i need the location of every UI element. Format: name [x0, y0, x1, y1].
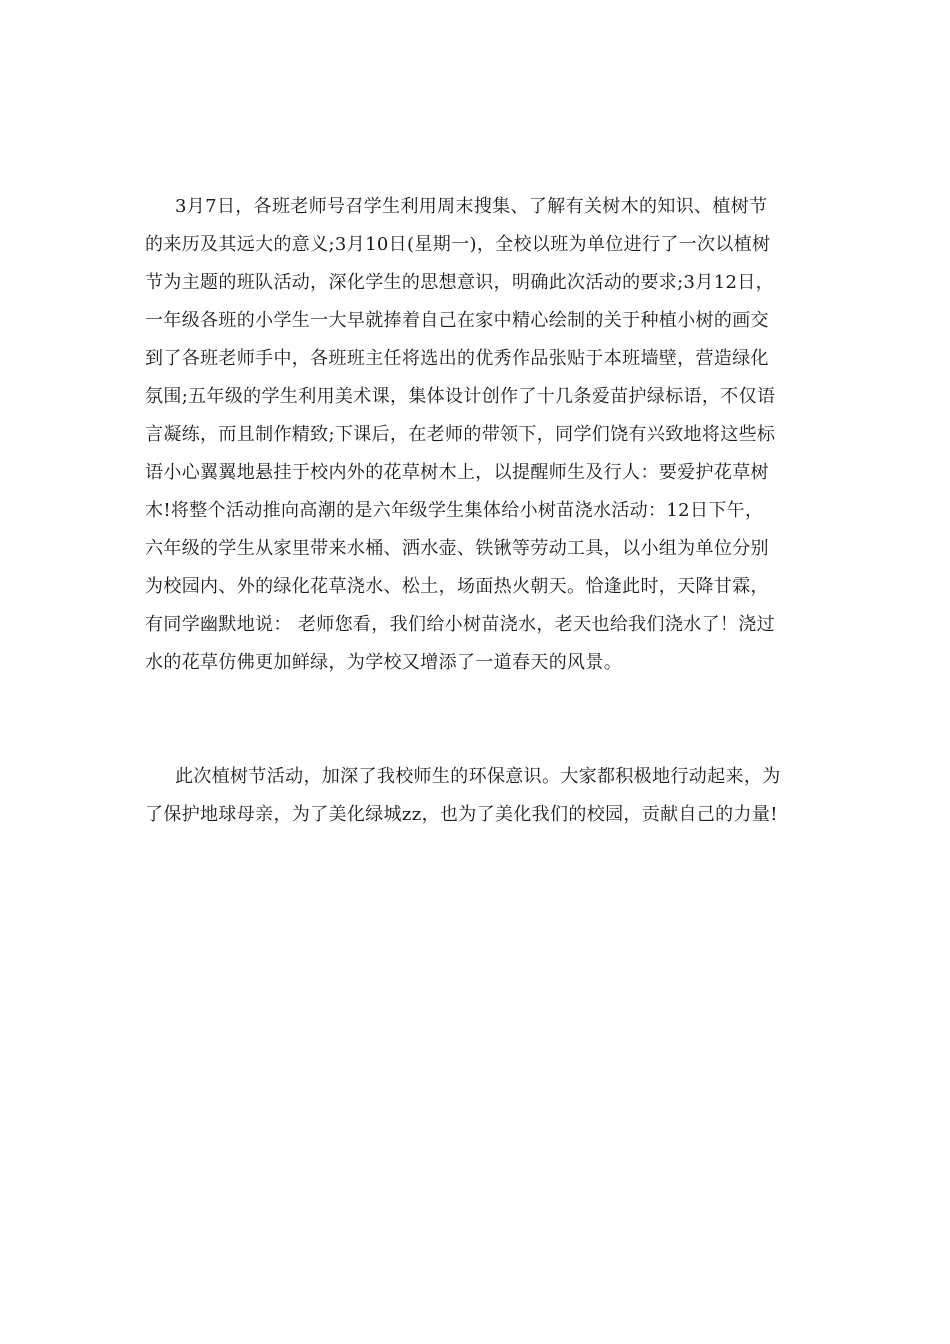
paragraph-1-line-4: 一年级各班的小学生一大早就捧着自己在家中精心绘制的关于种植小树的画交	[145, 310, 769, 331]
paragraph-2-line-1: 此次植树节活动，加深了我校师生的环保意识。大家都积极地行动起来，为	[175, 766, 781, 787]
paragraph-1-line-1: 3月7日，各班老师号召学生利用周末搜集、了解有关树木的知识、植树节	[175, 196, 768, 217]
paragraph-1-line-3: 节为主题的班队活动，深化学生的思想意识，明确此次活动的要求;3月12日，	[145, 272, 775, 293]
paragraph-1-line-2: 的来历及其远大的意义;3月10日(星期一)，全校以班为单位进行了一次以植树	[145, 234, 771, 255]
paragraph-1-line-12: 有同学幽默地说： 老师您看，我们给小树苗浇水，老天也给我们浇水了！浇过	[145, 614, 775, 635]
paragraph-1-line-11: 为校园内、外的绿化花草浇水、松土，场面热火朝天。恰逢此时，天降甘霖，	[145, 576, 769, 597]
paragraph-1-line-6: 氛围;五年级的学生利用美术课，集体设计创作了十几条爱苗护绿标语，不仅语	[145, 386, 776, 407]
paragraph-1-line-9: 木!将整个活动推向高潮的是六年级学生集体给小树苗浇水活动：12日下午，	[145, 500, 764, 521]
paragraph-1-line-5: 到了各班老师手中，各班班主任将选出的优秀作品张贴于本班墙壁，营造绿化	[145, 348, 769, 369]
paragraph-1-line-13: 水的花草仿佛更加鲜绿，为学校又增添了一道春天的风景。	[145, 652, 623, 673]
paragraph-1-line-7: 言凝练，而且制作精致;下课后，在老师的带领下，同学们饶有兴致地将这些标	[145, 424, 776, 445]
paragraph-1-line-8: 语小心翼翼地悬挂于校内外的花草树木上，以提醒师生及行人：要爱护花草树	[145, 462, 769, 483]
paragraph-2-line-2: 了保护地球母亲，为了美化绿城zz，也为了美化我们的校园，贡献自己的力量!	[145, 804, 778, 825]
paragraph-1-line-10: 六年级的学生从家里带来水桶、洒水壶、铁锹等劳动工具，以小组为单位分别	[145, 538, 769, 559]
